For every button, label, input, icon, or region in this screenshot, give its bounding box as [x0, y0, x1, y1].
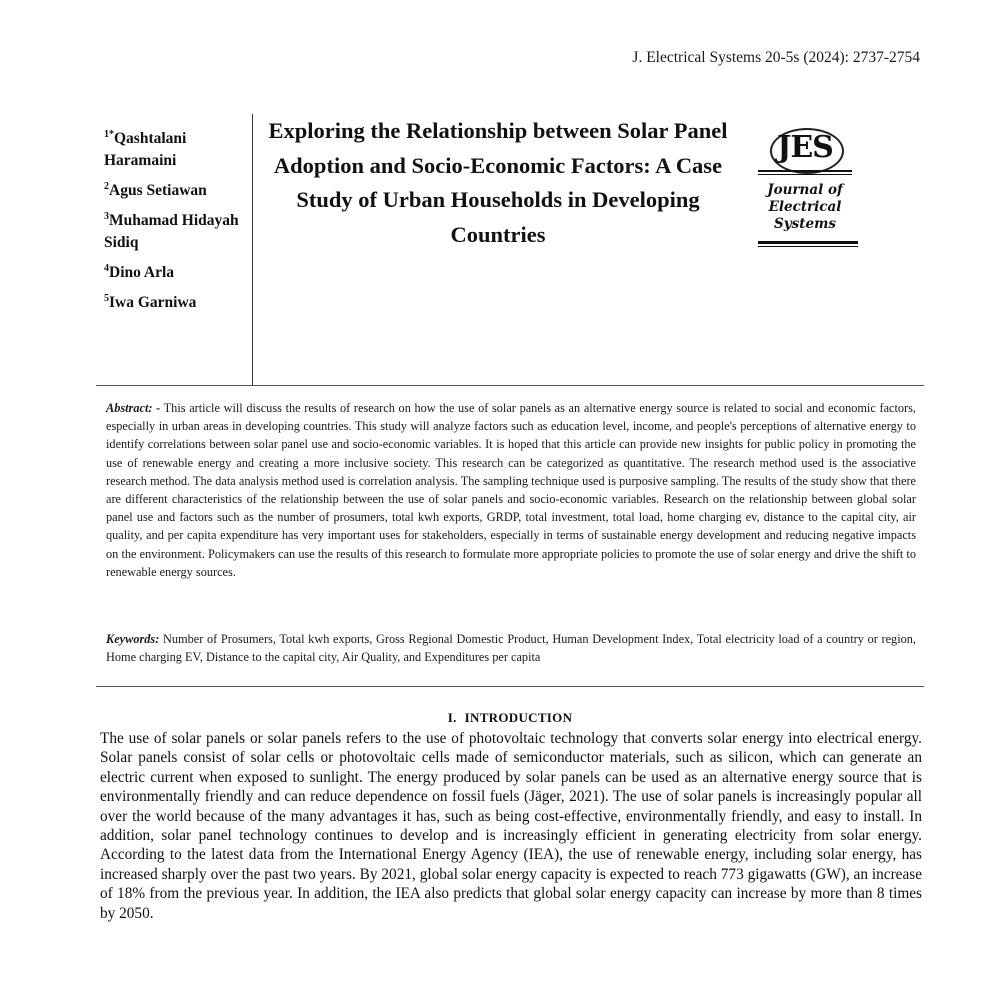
- author-name: Muhamad Hidayah Sidiq: [104, 212, 239, 251]
- author-name: Qashtalani Haramaini: [104, 130, 187, 169]
- abstract-text: This article will discuss the results of research on how the use of solar panels as an alternative energy source is related to social and economic factors, especially in urban areas in developing countries. This study will analyze factors such as education level, income, and people's perceptions of alternative energy to identify correlations between solar panel use and socio-economic variables. It is hoped that this article can provide new insights for public policy in promoting the use of renewable energy and creating a more inclusive society. This research can be categorized as quantitative. The research method used is the associative research method. The data analysis method used is correlation analysis. The sampling technique used is purposive sampling. The results of the study show that there are different characteristics of the relationship between the use of solar panels and socio-economic variables. Research on the relationship between global solar panel use and factors such as the number of prosumers, total kwh exports, GRDP, total investment, total load, home charging ev, distance to the capital city, air quality, and per capita expenditure has very important uses for stakeholders, especially in terms of sustainable energy development and reducing negative impacts on the environment. Policymakers can use the results of this research to formulate more appropriate policies to promote the use of solar energy and drive the shift to renewable energy sources.: [106, 401, 917, 579]
- paper-title: Exploring the Relationship between Solar Panel Adoption and Socio-Economic Factors: A Case Study of Urban Households in Developing Countries: [268, 118, 728, 247]
- logo-line: Systems: [774, 216, 836, 232]
- author-entry: [104, 262, 249, 284]
- logo-rule: [758, 174, 852, 175]
- author-affiliation-mark: 2: [104, 180, 109, 192]
- abstract: [106, 399, 916, 581]
- logo-letters: JES: [777, 130, 833, 165]
- author-name: Agus Setiawan: [109, 182, 207, 199]
- logo-rule: [758, 170, 852, 172]
- section-title: INTRODUCTION: [464, 710, 573, 725]
- author-affiliation-mark: 4: [104, 262, 109, 274]
- logo-rule: [758, 241, 858, 244]
- section-number: I.: [447, 710, 457, 725]
- author-entry: [104, 180, 249, 202]
- logo-line: Journal of: [767, 182, 843, 198]
- author-affiliation-mark: 3: [104, 210, 109, 222]
- keywords: [106, 630, 916, 666]
- keywords-label: Keywords:: [106, 632, 160, 646]
- author-affiliation-mark: 5: [104, 292, 109, 304]
- author-list: [104, 128, 249, 322]
- abstract-label: Abstract: -: [106, 401, 161, 415]
- journal-reference: J. Electrical Systems 20-5s (2024): 2737-2754: [632, 49, 920, 66]
- header-divider-vertical: [252, 114, 253, 386]
- author-entry: [104, 128, 249, 172]
- logo-line: Electrical: [768, 199, 842, 215]
- author-name: Dino Arla: [109, 264, 175, 281]
- introduction-paragraph: The use of solar panels or solar panels refers to the use of photovoltaic technology that converts solar energy into electrical energy. Solar panels consist of solar cells or photovoltaic cells made of semiconductor materials, such as silicon, which can generate an electric current when exposed to sunlight. The energy produced by solar panels can be used as an alternative energy source that is environmentally friendly and can reduce dependence on fossil fuels (Jäger, 2021). The use of solar panels is increasingly popular all over the world because of the many advantages it has, such as being cost-effective, environmentally friendly, and easy to install. In addition, solar panel technology continues to develop and is increasingly efficient in generating electricity from solar energy. According to the latest data from the International Energy Agency (IEA), the use of renewable energy, including solar energy, has increased sharply over the past two years. By 2021, global solar energy capacity is expected to reach 773 gigawatts (GW), an increase of 18% from the previous year. In addition, the IEA also predicts that global solar energy capacity can increase by more than 8 times by 2050.: [100, 730, 922, 922]
- abstract-bottom-rule: [96, 686, 924, 687]
- journal-logo: [752, 122, 870, 256]
- author-entry: [104, 210, 249, 254]
- logo-journal-name: [752, 182, 858, 233]
- abstract-top-rule: [96, 385, 924, 386]
- keywords-text: Number of Prosumers, Total kwh exports, Gross Regional Domestic Product, Human Development Index, Total electricity load of a country or region, Home charging EV, Distance to the capital city, Air Quality, and Expenditures per capita: [106, 632, 916, 665]
- section-heading: [96, 710, 924, 726]
- author-affiliation-mark: 1*: [104, 128, 114, 140]
- author-entry: [104, 292, 249, 314]
- logo-rule: [758, 246, 858, 247]
- author-name: Iwa Garniwa: [109, 294, 197, 311]
